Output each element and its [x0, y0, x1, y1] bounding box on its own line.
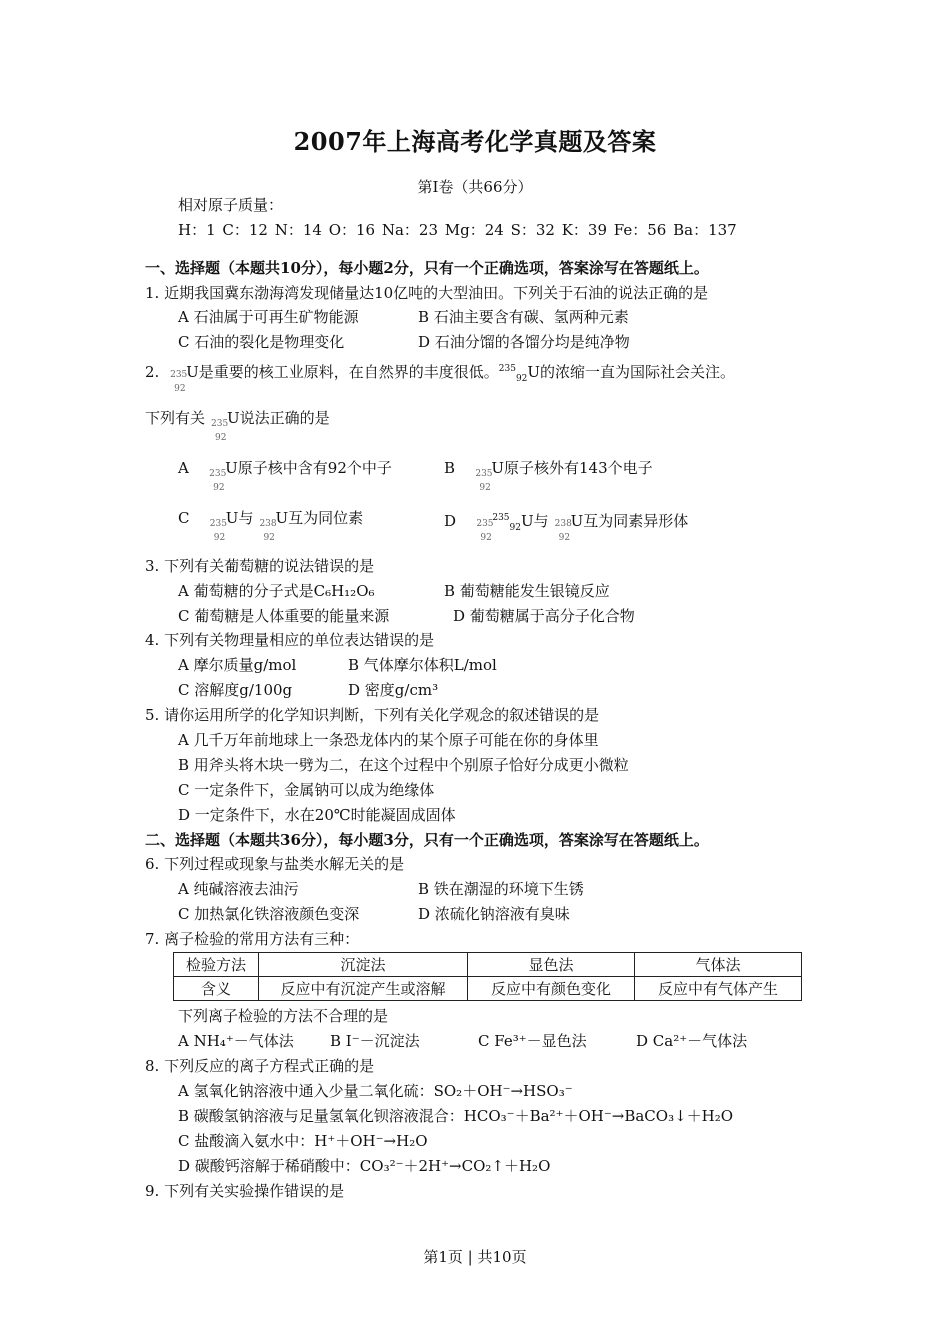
question-2-option-a: A 235 92 U原子核中含有92个中子 [178, 459, 392, 493]
question-2-option-c: C 235 92 U与 238 92 U互为同位素 [178, 509, 364, 543]
question-5-option-d: D 一定条件下，水在20℃时能凝固成固体 [178, 806, 456, 824]
question-3-option-a: A 葡萄糖的分子式是C₆H₁₂O₆ [178, 582, 375, 600]
table-cell: 含义 [174, 977, 259, 1001]
question-1-option-c: C 石油的裂化是物理变化 [178, 333, 345, 351]
question-8-option-b: B 碳酸氢钠溶液与足量氢氧化钡溶液混合：HCO₃⁻＋Ba²⁺＋OH⁻→BaCO₃↓＋H₂O [178, 1107, 734, 1125]
table-cell: 反应中有颜色变化 [468, 977, 635, 1001]
question-3-option-c: C 葡萄糖是人体重要的能量来源 [178, 607, 390, 625]
section-1-heading: 一、选择题（本题共10分），每小题2分，只有一个正确选项，答案涂写在答题纸上。 [145, 259, 709, 277]
question-6-option-a: A 纯碱溶液去油污 [178, 880, 299, 898]
question-1-stem: 1. 近期我国冀东渤海湾发现储量达10亿吨的大型油田。下列关于石油的说法正确的是 [145, 284, 709, 302]
section-2-heading: 二、选择题（本题共36分），每小题3分，只有一个正确选项，答案涂写在答题纸上。 [145, 831, 709, 849]
question-4-option-d: D 密度g/cm³ [348, 681, 439, 699]
question-5-option-a: A 几千万年前地球上一条恐龙体内的某个原子可能在你的身体里 [178, 731, 599, 749]
table-cell: 反应中有沉淀产生或溶解 [259, 977, 468, 1001]
table-header-row [174, 953, 802, 977]
uranium-235-isotope: 235 92 [211, 419, 229, 443]
question-6-option-d: D 浓硫化钠溶液有臭味 [418, 905, 570, 923]
ion-test-methods-table [173, 952, 802, 1001]
question-2-stem: 2. 235 92 U是重要的核工业原料，在自然界的丰度很低。$^{235}_{92}$U的浓缩一直为国际社会关注。 [145, 359, 735, 389]
question-7-option-c: C Fe³⁺－显色法 [478, 1032, 587, 1050]
question-9-stem: 9. 下列有关实验操作错误的是 [145, 1182, 345, 1200]
question-6-option-c: C 加热氯化铁溶液颜色变深 [178, 905, 360, 923]
question-4-option-b: B 气体摩尔体积L/mol [348, 656, 497, 674]
question-7-stem: 7. 离子检验的常用方法有三种： [145, 930, 360, 948]
table-row [174, 977, 802, 1001]
question-5-option-b: B 用斧头将木块一劈为二，在这个过程中个别原子恰好分成更小微粒 [178, 756, 629, 774]
atomic-mass-values: H：1 C：12 N：14 O：16 Na：23 Mg：24 S：32 K：39 Fe：56 Ba：137 [178, 221, 737, 239]
question-7-option-a: A NH₄⁺－气体法 [178, 1032, 294, 1050]
question-1-option-d: D 石油分馏的各馏分均是纯净物 [418, 333, 630, 351]
question-6-option-b: B 铁在潮湿的环境下生锈 [418, 880, 584, 898]
question-8-option-a: A 氢氧化钠溶液中通入少量二氧化硫：SO₂＋OH⁻→HSO₃⁻ [178, 1082, 573, 1100]
question-3-option-d: D 葡萄糖属于高分子化合物 [453, 607, 635, 625]
uranium-235-isotope: 235 92 [170, 370, 188, 394]
page-title: 2007年上海高考化学真题及答案 [293, 127, 657, 156]
table-header-cell: 沉淀法 [259, 953, 468, 977]
table-header-cell: 气体法 [635, 953, 802, 977]
question-7-option-b: B I⁻－沉淀法 [330, 1032, 420, 1050]
question-2-stem-continued: 下列有关 235 92 U说法正确的是 [145, 409, 330, 443]
question-5-stem: 5. 请你运用所学的化学知识判断，下列有关化学观念的叙述错误的是 [145, 706, 600, 724]
question-4-option-c: C 溶解度g/100g [178, 681, 293, 699]
question-2-option-d: D 235 92 $^{235}_{92}$U与 238 92 U互为同素异形体 [444, 512, 689, 543]
question-1-option-b: B 石油主要含有碳、氢两种元素 [418, 308, 629, 326]
question-5-option-c: C 一定条件下，金属钠可以成为绝缘体 [178, 781, 435, 799]
atomic-mass-label: 相对原子质量： [178, 196, 284, 214]
question-2-number: 2. [145, 363, 160, 381]
table-header-cell: 检验方法 [174, 953, 259, 977]
question-3-option-b: B 葡萄糖能发生银镜反应 [444, 582, 610, 600]
page-footer: 第1页 | 共10页 [423, 1248, 527, 1266]
question-4-stem: 4. 下列有关物理量相应的单位表达错误的是 [145, 631, 435, 649]
table-header-cell: 显色法 [468, 953, 635, 977]
volume-heading: 第Ⅰ卷（共66分） [417, 178, 533, 196]
question-1-option-a: A 石油属于可再生矿物能源 [178, 308, 359, 326]
question-8-option-d: D 碳酸钙溶解于稀硝酸中：CO₃²⁻＋2H⁺→CO₂↑＋H₂O [178, 1157, 551, 1175]
question-6-stem: 6. 下列过程或现象与盐类水解无关的是 [145, 855, 405, 873]
question-3-stem: 3. 下列有关葡萄糖的说法错误的是 [145, 557, 375, 575]
question-8-stem: 8. 下列反应的离子方程式正确的是 [145, 1057, 375, 1075]
question-4-option-a: A 摩尔质量g/mol [178, 656, 297, 674]
question-8-option-c: C 盐酸滴入氨水中：H⁺＋OH⁻→H₂O [178, 1132, 428, 1150]
question-7-option-d: D Ca²⁺－气体法 [636, 1032, 748, 1050]
question-2-option-b: B 235 92 U原子核外有143个电子 [444, 459, 653, 493]
table-cell: 反应中有气体产生 [635, 977, 802, 1001]
question-7-question: 下列离子检验的方法不合理的是 [178, 1007, 389, 1025]
